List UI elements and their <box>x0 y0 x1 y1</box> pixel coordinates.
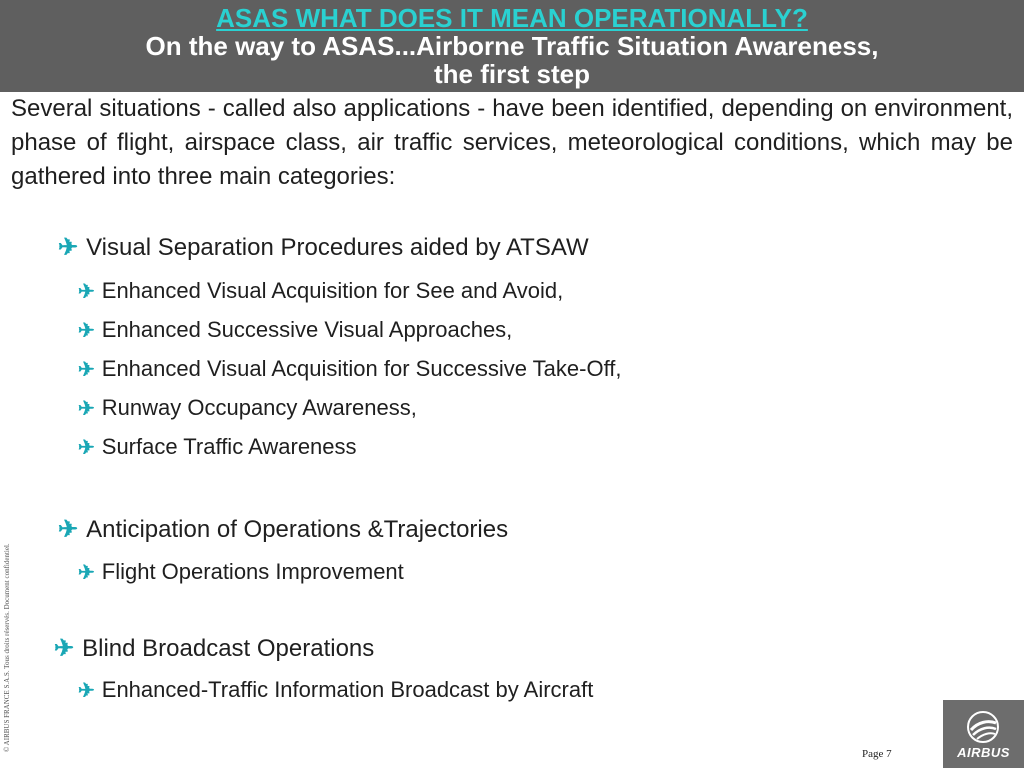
plane-icon: ✈ <box>78 320 95 342</box>
category-item <box>58 515 508 544</box>
airbus-logo <box>943 700 1024 768</box>
plane-icon: ✈ <box>78 680 95 702</box>
page-number: Page 7 <box>862 748 892 760</box>
sub-item-label: Enhanced Visual Acquisition for Successive Take-Off, <box>101 356 622 381</box>
plane-icon: ✈ <box>78 359 95 381</box>
category-item <box>58 233 589 262</box>
sub-item <box>78 559 404 585</box>
sub-item-label: Enhanced Successive Visual Approaches, <box>101 317 513 342</box>
plane-icon: ✈ <box>78 562 95 584</box>
logo-text: AIRBUS <box>957 745 1010 760</box>
slide-subtitle-line-1: On the way to ASAS...Airborne Traffic Situation Awareness, <box>145 31 879 61</box>
intro-paragraph: Several situations - called also applications - have been identified, depending on environment, phase of flight, airspace class, air traffic services, meteorological conditions, which may be gathered into three main categories: <box>11 95 1013 190</box>
slide-header <box>0 0 1024 92</box>
airbus-logo-icon <box>966 710 1000 744</box>
sub-item-label: Runway Occupancy Awareness, <box>101 395 417 420</box>
sub-item <box>78 278 563 304</box>
sub-item <box>78 317 512 343</box>
sub-item <box>78 395 417 421</box>
sub-item <box>78 677 593 703</box>
copyright-notice: © AIRBUS FRANCE S.A.S. Tous droits réservés. Document confidentiel. <box>3 543 11 752</box>
sub-item <box>78 356 622 382</box>
category-label: Blind Broadcast Operations <box>82 635 375 662</box>
plane-icon: ✈ <box>78 437 95 459</box>
slide-subtitle-line-2: the first step <box>433 59 591 89</box>
sub-item <box>78 434 357 460</box>
plane-icon: ✈ <box>58 234 79 261</box>
sub-item-label: Flight Operations Improvement <box>101 559 404 584</box>
plane-icon: ✈ <box>54 635 75 662</box>
plane-icon: ✈ <box>78 281 95 303</box>
sub-item-label: Surface Traffic Awareness <box>101 434 357 459</box>
category-item <box>54 634 374 663</box>
sub-item-label: Enhanced Visual Acquisition for See and Avoid, <box>101 278 564 303</box>
sub-item-label: Enhanced-Traffic Information Broadcast by Aircraft <box>101 677 594 702</box>
category-label: Anticipation of Operations &Trajectories <box>86 516 509 543</box>
plane-icon: ✈ <box>78 398 95 420</box>
plane-icon: ✈ <box>58 516 79 543</box>
category-label: Visual Separation Procedures aided by ATSAW <box>86 234 589 261</box>
slide-title: ASAS WHAT DOES IT MEAN OPERATIONALLY? <box>216 3 808 33</box>
